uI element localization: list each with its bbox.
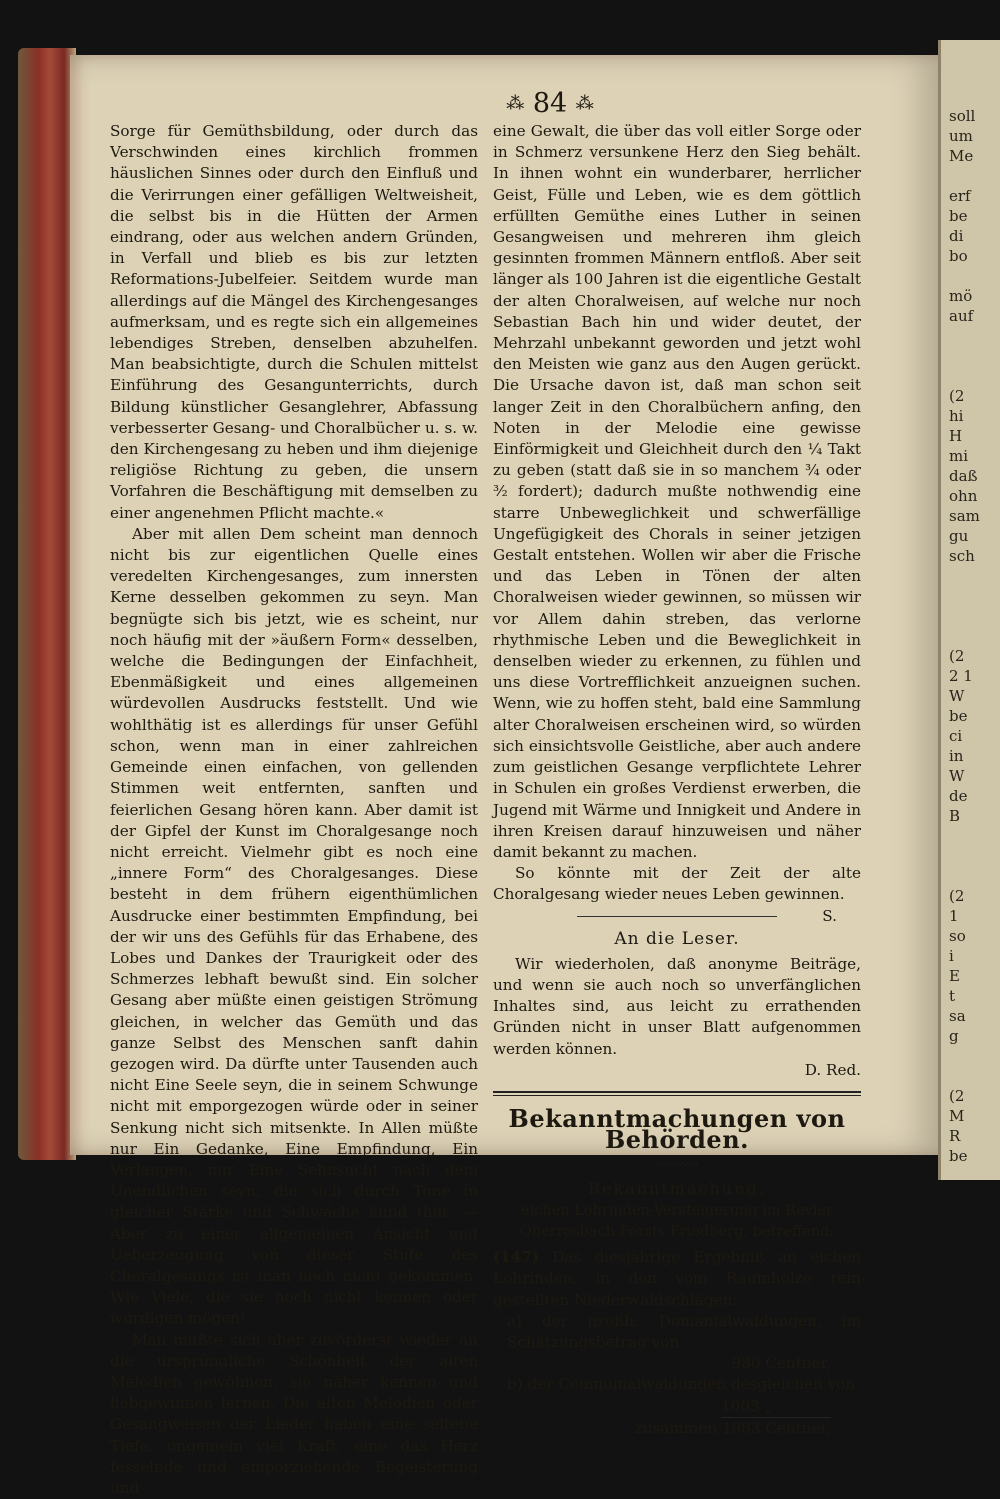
editor-signature: D. Red.: [804, 1060, 861, 1079]
next-page-fragment: bo: [949, 247, 968, 265]
next-page-fragment: i: [949, 947, 954, 965]
closing-sentence: So könnte mit der Zeit der alte Choralgesang wieder neues Leben gewinnen.: [493, 864, 861, 904]
next-page-fragment: 1: [949, 907, 959, 925]
next-page-fragment: auf: [949, 307, 974, 325]
list-item: [493, 1311, 861, 1353]
next-page-fragment: (2: [949, 887, 965, 905]
next-page-fragment: (2: [949, 647, 965, 665]
next-page-fragment: Me: [949, 147, 974, 165]
next-page-fragment: erf: [949, 187, 971, 205]
announcement-body: [493, 1247, 861, 1311]
left-column: [110, 121, 478, 1499]
left-paragraph: Aber mit allen Dem scheint man dennoch nicht bis zur eigentlichen Quelle eines veredelten Kirchengesanges, zum innersten Kerne desselben gekommen zu seyn. Man begnügte sich bis jetzt, wie es scheint, nur noch häufig mit der »äußern Form« desselben, welche die Bedingungen der Einfachheit, Ebenmäßigkeit und eines allgemeinen würdevollen Ausdrucks feststellt. Und wie wohlthätig ist es allerdings für unser Gefühl schon, wenn man in einer zahlreichen Gemeinde einen einfachen, von gellenden Stimmen weit entfernten, sanften und feierlichen Gesang hören kann. Aber damit ist der Gipfel der Kunst im Choralgesange noch nicht erreicht. Vielmehr gibt es noch eine „innere Form“ des Choralgesanges. Diese besteht in dem frühern eigenthümlichen Ausdrucke einer bestimmten Empfindung, bei der wir uns des Gefühls für das Erhabene, des Lobes und Dankes der Traurigkeit oder des Schmerzes lebhaft bewußt sind. Ein solcher Gesang aber müßte einen geistigen Strömung gleichen, in welcher das Gemüth und das ganze Selbst des Menschen sanft dahin gezogen wird. Da dürfte unter Tausenden auch nicht Eine Seele seyn, die in seinem Schwunge nicht mit emporgezogen würde oder in seiner Senkung nicht sich mitsenkte. In Allen müßte nur Ein Gedanke, Eine Empfindung, Ein Verlangen, nur Eine Sehnsucht nach dem Unendlichen seyn, die sich durch Töne in gleicher Stärke und Schwäche kund thut. — Aber zu einer allgemeinen Ansicht und Ueberzeugung von dieser Stufe des Choralgesangs ist man noch nicht gekommen. Wie Viele, die sie noch nicht kennen oder würdigen mögen!: [110, 524, 478, 1328]
announcement-heading: Bekanntmachung.: [588, 1178, 766, 1198]
next-page-fragment: be: [949, 207, 968, 225]
next-page-edge: [938, 40, 1000, 1180]
next-page-fragment: in: [949, 747, 964, 765]
notice-text: Wir wiederholen, daß anonyme Beiträge, und wenn sie auch noch so unverfänglichen Inhaltes sind, aus leicht zu errathenden Gründen nicht in unser Blatt aufgenommen werden können.: [493, 954, 861, 1058]
next-page-fragment: W: [949, 767, 965, 785]
next-page-fragment: so: [949, 927, 966, 945]
right-paragraph: [493, 863, 861, 925]
page-number: 84: [532, 88, 568, 119]
left-paragraph: Sorge für Gemüthsbildung, oder durch das Verschwinden eines kirchlich frommen häuslichen Sinnes oder durch den Einfluß und die Verirrungen einer gefälligen Weltweisheit, die selbst bis in die Hütten der Armen eindrang, oder aus welchen andern Gründen, in Verfall und blieb es bis zur letzten Reformations-Jubelfeier. Seitdem wurde man allerdings auf die Mängel des Kirchengesanges aufmerksam, und es regte sich ein allgemeines lebendiges Streben, denselben abzuhelfen. Man beabsichtigte, durch die Schulen mittelst Einführung des Gesangunterrichts, durch Bildung künstlicher Gesanglehrer, Abfassung verbesserter Gesang- und Choralbücher u. s. w. den Kirchengesang zu heben und ihm diejenige religiöse Richtung zu geben, die unsern Vorfahren die Beschäftigung mit demselben zu einer angenehmen Pflicht machte.«: [110, 122, 478, 522]
next-page-fragment: sam: [949, 507, 980, 525]
right-column: [493, 121, 861, 1439]
announcement-subject: eichen Lohrinden-Versteigerung im Revier Oberrosbach Forsts Friedberg, betreffend:: [519, 1202, 835, 1240]
signature: S.: [822, 906, 837, 925]
next-page-fragment: be: [949, 707, 968, 725]
next-page-fragment: M: [949, 1107, 965, 1125]
next-page-fragment: mö: [949, 287, 973, 305]
next-page-fragment: (2: [949, 387, 965, 405]
subtotal-value: 1003 „: [721, 1396, 831, 1418]
next-page-fragment: W: [949, 687, 965, 705]
next-page-fragment: soll: [949, 107, 976, 125]
next-page-fragment: ohn: [949, 487, 978, 505]
item-text: Das diesjährige Ergebniß an eichen Lohrinden, in den vom Raumholze rein gestellten Niederwaldschlägen:: [493, 1248, 861, 1309]
item-label: b) der Communalwaldungen desgleichen von: [507, 1375, 856, 1394]
next-page-fragment: sch: [949, 547, 975, 565]
right-paragraph: eine Gewalt, die über das voll eitler Sorge oder in Schmerz versunkene Herz den Sieg behält. In ihnen wohnt ein wunderbarer, herrlicher Geist, Fülle und Leben, wie es dem göttlich erfüllten Gemüthe eines Luther in seinen Gesangweisen und mehreren ihm gleich gesinnten frommen Männern entfloß. Aber seit länger als 100 Jahren ist die eigentliche Gestalt der alten Choralweisen, auf welche nur noch Sebastian Bach hin und wider deutet, der Mehrzahl unbekannt geworden und jetzt wohl den Meisten wie ganz aus den Augen gerückt. Die Ursache davon ist, daß man schon seit langer Zeit in den Choralbüchern anfing, den Noten in der Melodie eine gewisse Einförmigkeit und Gleichheit durch den ¼ Takt zu geben (statt daß sie in so manchem ¾ oder ³⁄₂ fordert); dadurch mußte nothwendig eine starre Unbeweglichkeit und schwerfällige Ungefügigkeit des Chorals in seiner jetzigen Gestalt entstehen. Wollen wir aber die Frische und das Leben in Tönen der alten Choralweisen wieder gewinnen, so müssen wir vor Allem dahin streben, das verlorne rhythmische Leben und die Beweglichkeit in denselben wieder zu erkennen, zu fühlen und uns diese Vortrefflichkeit anzueignen suchen. Wenn, wie zu hoffen steht, bald eine Sammlung alter Choralweisen erscheinen wird, so würden sich einsichtsvolle Geistliche, aber auch andere zum geistlichen Gesange verpflichtete Lehrer in Schulen ein großes Verdienst erwerben, die Jugend mit Wärme und Innigkeit und Andere in ihren Kreisen darauf hinzuweisen und näher damit bekannt zu machen.: [493, 122, 861, 861]
next-page-fragment: t: [949, 987, 956, 1005]
next-page-fragment: g: [949, 1027, 959, 1045]
next-page-fragment: sa: [949, 1007, 966, 1025]
next-page-fragment: H: [949, 427, 963, 445]
book-page: [70, 55, 938, 1497]
next-page-fragment: ci: [949, 727, 963, 745]
list-item: [493, 1374, 861, 1395]
next-page-fragment: gu: [949, 527, 969, 545]
item-value: [493, 1396, 831, 1418]
header-ornament-left: ⁂: [506, 93, 525, 114]
item-value: 980 Centner,: [731, 1354, 831, 1373]
next-page-fragment: E: [949, 967, 960, 985]
separator-line: [577, 916, 777, 917]
header-ornament-right: ⁂: [575, 93, 594, 114]
next-page-fragment: be: [949, 1147, 968, 1165]
announcements-title: Bekanntmachungen von Behörden.: [508, 1103, 846, 1155]
next-page-fragment: di: [949, 227, 964, 245]
page-header: [465, 88, 635, 119]
section-title: An die Leser.: [614, 928, 740, 949]
next-page-fragment: de: [949, 787, 968, 805]
next-page-fragment: R: [949, 1127, 961, 1145]
next-page-fragment: hi: [949, 407, 964, 425]
next-page-fragment: B: [949, 807, 961, 825]
item-label: a) der großh. Domanialwaldungen, im Schätzungsbetrag von: [507, 1311, 861, 1351]
next-page-fragment: (2: [949, 1087, 965, 1105]
book-edge: [18, 48, 76, 1160]
wave-ornament: 〰〰〰〰: [657, 1158, 697, 1172]
next-page-fragment: daß: [949, 467, 978, 485]
item-number: (147): [493, 1248, 540, 1267]
next-page-fragment: mi: [949, 447, 969, 465]
left-paragraph: Man müßte sich aber zuvörderst wieder an die ursprüngliche Schönheit der alten Melodien gewöhnen, sie näher kennen und liebgewinnen lernen. Die alten Melodien oder Gesangweisen der Lieder haben eine seltene Tiefe, ungemein viel Kraft, eine das Herz fesselnde und emporziehende Begeisterung und: [110, 1330, 478, 1497]
next-page-fragment: 2 1: [949, 667, 973, 685]
double-rule: [493, 1091, 861, 1096]
total-line: zusammen 1983 Centner,: [634, 1418, 831, 1437]
next-page-fragment: um: [949, 127, 973, 145]
